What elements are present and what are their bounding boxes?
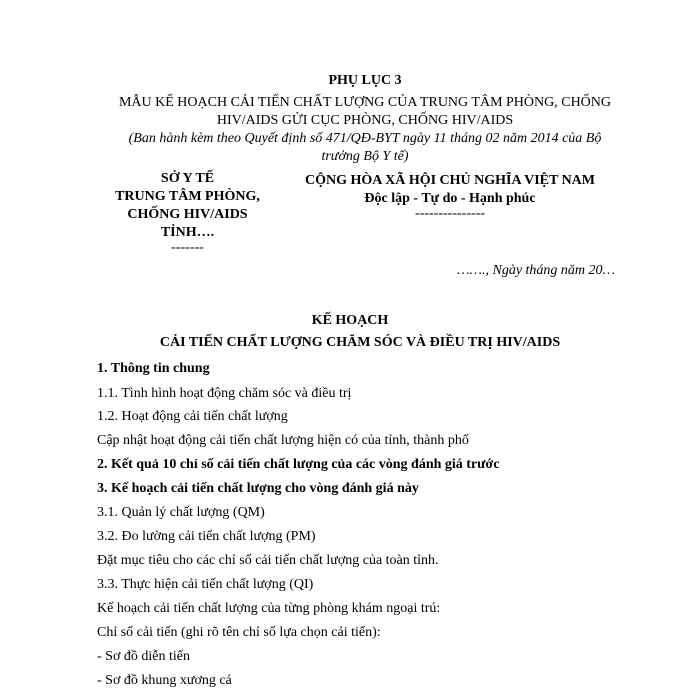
- document-title: KẾ HOẠCH: [311, 313, 389, 328]
- form-title-line-2: HIV/AIDS GỬI CỤC PHÒNG, CHỐNG HIV/AIDS: [216, 113, 514, 128]
- org-center-line-1: TRUNG TÂM PHÒNG,: [115, 189, 260, 204]
- form-title-line-1: MẪU KẾ HOẠCH CẢI TIẾN CHẤT LƯỢNG CỦA TRUNG TÂM PHÒNG, CHỐNG: [118, 95, 612, 110]
- body-line: 1.2. Hoạt động cải tiến chất lượng: [97, 409, 288, 424]
- issued-note-line-2: trưởng Bộ Y tế): [321, 149, 409, 164]
- appendix-title: PHỤ LỤC 3: [328, 73, 402, 88]
- body-line: - Sơ đồ khung xương cá: [97, 673, 232, 688]
- org-province: TỈNH….: [160, 225, 215, 240]
- organization-header: [100, 170, 275, 254]
- body-line: Kế hoạch cải tiến chất lượng của từng phòng khám ngoại trú:: [97, 601, 441, 616]
- body-line: 1. Thông tin chung: [97, 361, 210, 376]
- body-line: 3. Kế hoạch cải tiến chất lượng cho vòng đánh giá này: [97, 481, 419, 496]
- org-center-line-2: CHỐNG HIV/AIDS: [127, 207, 248, 222]
- nation-divider: ---------------: [415, 206, 485, 221]
- nation-name: CỘNG HÒA XÃ HỘI CHỦ NGHĨA VIỆT NAM: [304, 173, 595, 188]
- issued-note: [95, 130, 635, 166]
- form-title: [95, 94, 635, 130]
- national-header: [285, 172, 615, 220]
- org-divider: -------: [171, 240, 204, 255]
- body-line: Cập nhật hoạt động cải tiến chất lượng hiện có của tỉnh, thành phố: [97, 433, 469, 448]
- nation-motto: Độc lập - Tự do - Hạnh phúc: [364, 191, 536, 206]
- issued-note-line-1: (Ban hành kèm theo Quyết định số 471/QĐ-BYT ngày 11 tháng 02 năm 2014 của Bộ: [128, 131, 602, 146]
- body-line: - Sơ đồ diễn tiến: [97, 649, 190, 664]
- body-line: 2. Kết quả 10 chỉ số cải tiến chất lượng của các vòng đánh giá trước: [97, 457, 500, 472]
- date-line: ……., Ngày tháng năm 20…: [457, 263, 615, 278]
- body-line: 1.1. Tình hình hoạt động chăm sóc và điều trị: [97, 386, 352, 401]
- body-line: Chỉ số cải tiến (ghi rõ tên chỉ số lựa chọn cải tiến):: [97, 625, 381, 640]
- body-line: Đặt mục tiêu cho các chỉ số cải tiến chất lượng của toàn tỉnh.: [97, 553, 439, 568]
- document-subtitle: CẢI TIẾN CHẤT LƯỢNG CHĂM SÓC VÀ ĐIỀU TRỊ HIV/AIDS: [159, 335, 561, 350]
- body-line: 3.3. Thực hiện cải tiến chất lượng (QI): [97, 577, 314, 592]
- body-line: 3.1. Quản lý chất lượng (QM): [97, 505, 265, 520]
- org-department: SỞ Y TẾ: [160, 171, 215, 186]
- body-line: 3.2. Đo lường cải tiến chất lượng (PM): [97, 529, 316, 544]
